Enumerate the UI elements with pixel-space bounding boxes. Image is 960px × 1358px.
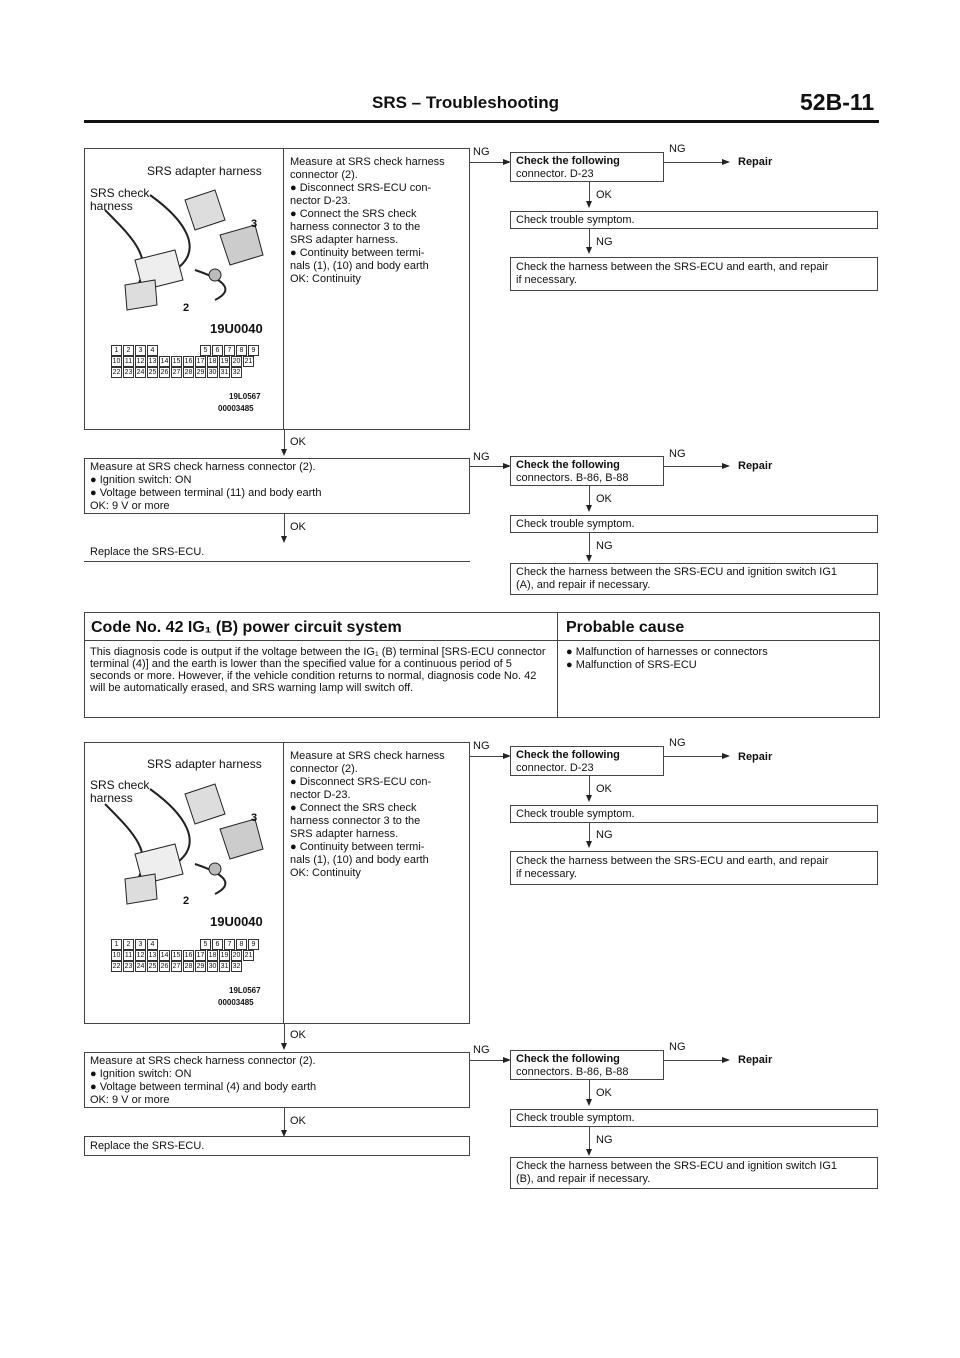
- ok-label: OK: [596, 1087, 612, 1099]
- pin-row: [111, 961, 260, 972]
- pin: 23: [124, 369, 133, 376]
- pin: 9: [248, 939, 259, 950]
- pin-gap: [159, 343, 199, 352]
- connector-pin-grid: [111, 343, 260, 378]
- fig-check-label-1: SRS check: [90, 186, 150, 200]
- pin: 27: [172, 963, 181, 970]
- step1-line: connector (2).: [290, 763, 358, 775]
- pin: 2: [123, 939, 134, 950]
- connector-line: [589, 533, 590, 557]
- arrow-right-icon: [722, 463, 730, 469]
- ok-label: OK: [290, 1115, 306, 1127]
- arrow-down-icon: [281, 449, 287, 456]
- pin: 6: [212, 345, 223, 356]
- step1-line: SRS adapter harness.: [290, 828, 399, 840]
- repair-label: Repair: [738, 156, 773, 168]
- connector-line: [589, 1127, 590, 1151]
- ng-label: NG: [473, 146, 490, 158]
- arrow-down-icon: [586, 795, 592, 802]
- pin: 29: [196, 369, 205, 376]
- pin: 8: [236, 939, 247, 950]
- connector-line: [589, 823, 590, 843]
- pin: 12: [136, 952, 145, 959]
- ng-label: NG: [473, 740, 490, 752]
- step1-line: harness connector 3 to the: [290, 815, 421, 827]
- harness1-line: if necessary.: [516, 274, 577, 286]
- table-divider: [557, 612, 558, 718]
- fig-adapter-label: SRS adapter harness: [147, 757, 262, 771]
- pin: 18: [208, 952, 217, 959]
- connector-line: [284, 1108, 285, 1132]
- pin: 31: [220, 369, 229, 376]
- pin: 15: [172, 358, 181, 365]
- pin: 25: [148, 963, 157, 970]
- step1-line: nector D-23.: [290, 195, 351, 207]
- ok-label: OK: [596, 493, 612, 505]
- srs-harness-illustration: [95, 774, 275, 914]
- pin: 9: [248, 345, 259, 356]
- pin: 28: [184, 369, 193, 376]
- pin: 13: [148, 952, 157, 959]
- step2-line: ● Ignition switch: ON: [90, 474, 192, 486]
- pin-gap: [159, 937, 199, 946]
- arrow-down-icon: [281, 1043, 287, 1050]
- step1-line: ● Connect the SRS check: [290, 208, 417, 220]
- cause-item: ● Malfunction of harnesses or connectors: [566, 646, 768, 658]
- pin-row: [111, 937, 260, 950]
- connector-line: [589, 182, 590, 203]
- code-42-description: This diagnosis code is output if the voltage between the IG₁ (B) terminal [SRS-ECU connector terminal (4)] and the earth is lower than the specified value for a continuous period of 5 seconds or more. However, if the vehicle condition returns to normal, diagnosis code No. 42 will be automatically erased, and SRS warning lamp will switch off.: [90, 646, 546, 694]
- pin: 27: [172, 369, 181, 376]
- connector-line: [664, 756, 724, 757]
- ok-label: OK: [290, 1029, 306, 1041]
- replace-ecu-text: Replace the SRS-ECU.: [90, 546, 205, 558]
- replace-ecu-text: Replace the SRS-ECU.: [90, 1140, 205, 1152]
- connector-pin-grid: [111, 937, 260, 972]
- step2-line: ● Voltage between terminal (11) and body earth: [90, 487, 322, 499]
- ok-label: OK: [290, 521, 306, 533]
- ok-label: OK: [596, 189, 612, 201]
- pin: 22: [112, 963, 121, 970]
- section-title: SRS – Troubleshooting: [372, 93, 560, 112]
- fig-callout-3: 3: [251, 218, 258, 230]
- check2-connectors: connectors. B-86, B-88: [516, 1066, 629, 1078]
- ng-label: NG: [669, 448, 686, 460]
- ok-label: OK: [290, 436, 306, 448]
- repair-label: Repair: [738, 460, 773, 472]
- pin: 10: [112, 358, 121, 365]
- harness2-line: (B), and repair if necessary.: [516, 1173, 651, 1185]
- step1-line: SRS adapter harness.: [290, 234, 399, 246]
- step1-divider: [283, 742, 284, 1024]
- ng-label: NG: [596, 829, 613, 841]
- cause-item: ● Malfunction of SRS-ECU: [566, 659, 697, 671]
- connector-line: [589, 1080, 590, 1101]
- page-number: 52B-11: [800, 89, 875, 115]
- step2-line: ● Voltage between terminal (4) and body earth: [90, 1081, 317, 1093]
- arrow-right-icon: [722, 753, 730, 759]
- repair-label: Repair: [738, 751, 773, 763]
- srs-harness-illustration: [95, 180, 275, 320]
- step1-line: Measure at SRS check harness: [290, 156, 445, 168]
- step2-line: OK: 9 V or more: [90, 500, 170, 512]
- step2-line: OK: 9 V or more: [90, 1094, 170, 1106]
- ng-label: NG: [669, 143, 686, 155]
- arrow-down-icon: [281, 536, 287, 543]
- ng-label: NG: [669, 1041, 686, 1053]
- pin: 20: [232, 952, 241, 959]
- fig-check-label-2: harness: [90, 791, 133, 805]
- fig-callout-2: 2: [183, 895, 190, 907]
- pin: 1: [111, 939, 122, 950]
- pin: 26: [160, 369, 169, 376]
- harness2-line: Check the harness between the SRS-ECU and ignition switch IG1: [516, 1160, 837, 1172]
- pin-row: [111, 950, 260, 961]
- pin: 24: [136, 369, 145, 376]
- pin: 31: [220, 963, 229, 970]
- code-42-title: Code No. 42 IG₁ (B) power circuit system: [91, 619, 402, 636]
- pin: 4: [147, 939, 158, 950]
- pin: 11: [124, 952, 133, 959]
- pin: 1: [111, 345, 122, 356]
- pin: 14: [160, 358, 169, 365]
- repair-label: Repair: [738, 1054, 773, 1066]
- harness1-line: if necessary.: [516, 868, 577, 880]
- pin: 16: [184, 952, 193, 959]
- arrow-down-icon: [586, 1099, 592, 1106]
- step2-line: Measure at SRS check harness connector (2).: [90, 1055, 316, 1067]
- pin: 21: [244, 952, 253, 959]
- connector-line: [664, 162, 724, 163]
- fig-check-label-1: SRS check: [90, 778, 150, 792]
- connector-line: [284, 514, 285, 538]
- step1-line: nals (1), (10) and body earth: [290, 854, 429, 866]
- connector-line: [664, 1060, 724, 1061]
- pin: 30: [208, 963, 217, 970]
- step2-line: ● Ignition switch: ON: [90, 1068, 192, 1080]
- step1-line: ● Disconnect SRS-ECU con-: [290, 182, 432, 194]
- step1-line: ● Connect the SRS check: [290, 802, 417, 814]
- pin: 17: [196, 358, 205, 365]
- step1-divider: [283, 148, 284, 430]
- pin: 16: [184, 358, 193, 365]
- pin: 20: [232, 358, 241, 365]
- pin: 29: [196, 963, 205, 970]
- pin: 4: [147, 345, 158, 356]
- check2-title: Check the following: [516, 1053, 620, 1065]
- pin: 6: [212, 939, 223, 950]
- pin: 28: [184, 963, 193, 970]
- connector-line: [589, 229, 590, 249]
- ng-label: NG: [596, 540, 613, 552]
- trouble1-text: Check trouble symptom.: [516, 808, 635, 820]
- arrow-down-icon: [586, 841, 592, 848]
- fig-code-19l0567: 19L0567: [229, 392, 261, 401]
- arrow-down-icon: [586, 247, 592, 254]
- arrow-down-icon: [586, 555, 592, 562]
- check1-title: Check the following: [516, 749, 620, 761]
- pin: 21: [244, 358, 253, 365]
- pin: 26: [160, 963, 169, 970]
- pin: 23: [124, 963, 133, 970]
- fig-check-label-2: harness: [90, 199, 133, 213]
- pin: 11: [124, 358, 133, 365]
- step2-line: Measure at SRS check harness connector (2).: [90, 461, 316, 473]
- arrow-down-icon: [586, 1149, 592, 1156]
- pin-row: [111, 356, 260, 367]
- pin: 5: [200, 939, 211, 950]
- connector-line: [589, 486, 590, 507]
- step1-line: connector (2).: [290, 169, 358, 181]
- step1-line: harness connector 3 to the: [290, 221, 421, 233]
- pin: 2: [123, 345, 134, 356]
- fig-callout-2: 2: [183, 302, 190, 314]
- ng-label: NG: [669, 737, 686, 749]
- pin: 25: [148, 369, 157, 376]
- step1-line: OK: Continuity: [290, 867, 361, 879]
- check2-connectors: connectors. B-86, B-88: [516, 472, 629, 484]
- pin-row: [111, 343, 260, 356]
- ng-label: NG: [473, 1044, 490, 1056]
- pin: 14: [160, 952, 169, 959]
- pin: 3: [135, 939, 146, 950]
- pin: 22: [112, 369, 121, 376]
- pin: 8: [236, 345, 247, 356]
- harness2-line: Check the harness between the SRS-ECU and ignition switch IG1: [516, 566, 837, 578]
- pin-row: [111, 367, 260, 378]
- step1-line: Measure at SRS check harness: [290, 750, 445, 762]
- fig-callout-3: 3: [251, 812, 258, 824]
- pin: 5: [200, 345, 211, 356]
- harness2-line: (A), and repair if necessary.: [516, 579, 651, 591]
- connector-line: [589, 776, 590, 797]
- step1-line: nector D-23.: [290, 789, 351, 801]
- pin: 18: [208, 358, 217, 365]
- trouble2-text: Check trouble symptom.: [516, 1112, 635, 1124]
- fig-code-00003485: 00003485: [218, 404, 254, 413]
- ok-label: OK: [596, 783, 612, 795]
- header-rule: [84, 120, 879, 123]
- fig-code-00003485: 00003485: [218, 998, 254, 1007]
- pin: 7: [224, 939, 235, 950]
- step1-line: ● Continuity between termi-: [290, 841, 425, 853]
- pin: 32: [232, 369, 241, 376]
- probable-cause-title: Probable cause: [566, 619, 685, 636]
- ng-label: NG: [473, 451, 490, 463]
- pin: 19: [220, 358, 229, 365]
- fig-code-19l0567: 19L0567: [229, 986, 261, 995]
- harness1-line: Check the harness between the SRS-ECU and earth, and repair: [516, 855, 829, 867]
- replace-underline: [84, 561, 470, 562]
- pin: 17: [196, 952, 205, 959]
- step1-line: ● Continuity between termi-: [290, 247, 425, 259]
- check2-title: Check the following: [516, 459, 620, 471]
- ng-label: NG: [596, 236, 613, 248]
- pin: 10: [112, 952, 121, 959]
- fig-code-19u0040: 19U0040: [210, 321, 263, 336]
- step1-line: ● Disconnect SRS-ECU con-: [290, 776, 432, 788]
- pin: 19: [220, 952, 229, 959]
- check1-connector: connector. D-23: [516, 762, 594, 774]
- arrow-down-icon: [586, 505, 592, 512]
- pin: 13: [148, 358, 157, 365]
- check1-connector: connector. D-23: [516, 168, 594, 180]
- fig-code-19u0040: 19U0040: [210, 914, 263, 929]
- table-header-rule: [84, 640, 880, 641]
- trouble2-text: Check trouble symptom.: [516, 518, 635, 530]
- pin: 15: [172, 952, 181, 959]
- pin: 30: [208, 369, 217, 376]
- arrow-right-icon: [722, 159, 730, 165]
- step1-line: nals (1), (10) and body earth: [290, 260, 429, 272]
- arrow-right-icon: [722, 1057, 730, 1063]
- harness1-line: Check the harness between the SRS-ECU and earth, and repair: [516, 261, 829, 273]
- check1-title: Check the following: [516, 155, 620, 167]
- connector-line: [664, 466, 724, 467]
- step1-line: OK: Continuity: [290, 273, 361, 285]
- ng-label: NG: [596, 1134, 613, 1146]
- pin: 7: [224, 345, 235, 356]
- pin: 32: [232, 963, 241, 970]
- pin: 24: [136, 963, 145, 970]
- fig-adapter-label: SRS adapter harness: [147, 164, 262, 178]
- pin: 3: [135, 345, 146, 356]
- trouble1-text: Check trouble symptom.: [516, 214, 635, 226]
- arrow-down-icon: [586, 201, 592, 208]
- pin: 12: [136, 358, 145, 365]
